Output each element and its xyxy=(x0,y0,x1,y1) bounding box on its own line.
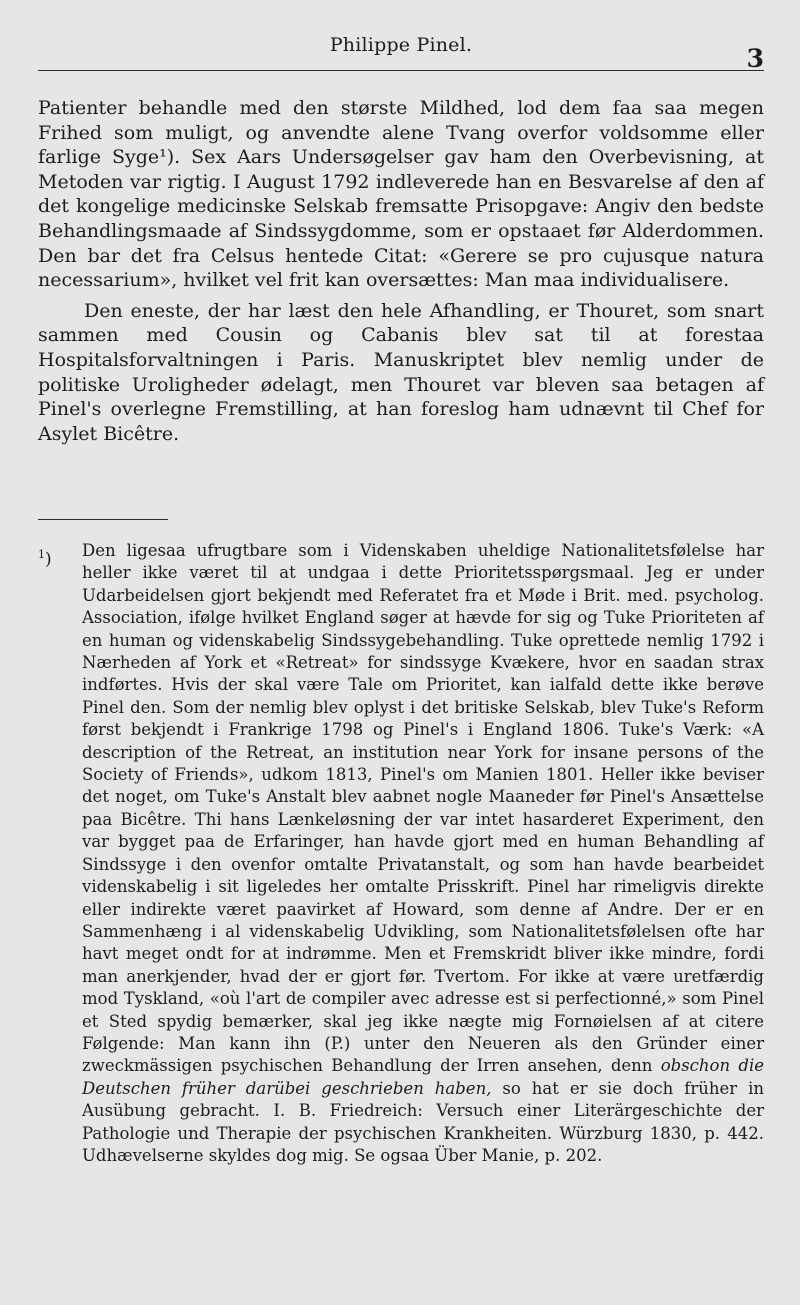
running-head: Philippe Pinel. xyxy=(329,34,473,56)
footnote-text-italic: obschon die Deutschen früher darübei geschrieben haben, xyxy=(82,1056,764,1098)
page-header xyxy=(38,34,764,73)
footnote-text xyxy=(82,540,764,1167)
footnote xyxy=(38,540,764,1167)
footnote-text-main: Den ligesaa ufrugtbare som i Videnskaben uheldige Nationalitetsfølelse har heller ikke været til at undgaa i dette Prioritetsspørgsmaal. Jeg er under Udarbeidelsen gjort bekjendt med Referatet fra et Møde i Brit. med. psycholog. Association, ifølge hvilket England søger at hævde for sig og Tuke Prioriteten af en human og videnskabelig Sindssygebehandling. Tuke oprettede nemlig 1792 i Nærheden af York et «Retreat» for sindssyge Kvækere, hvor en saadan strax indførtes. Hvis der skal være Tale om Prioritet, kan ialfald dette ikke berøve Pinel den. Som der nemlig blev oplyst i det britiske Selskab, blev Tuke's Reform først bekjendt i Frankrige 1798 og Pinel's i England 1806. Tuke's Værk: «A description of the Retreat, an institution near York for insane persons of the Society of Friends», udkom 1813, Pinel's om Manien 1801. Heller ikke beviser det noget, om Tuke's Anstalt blev aabnet nogle Maaneder før Pinel's Ansættelse paa Bicêtre. Thi hans Lænkeløsning der var intet hasarderet Experiment, den var bygget paa de Erfaringer, han havde gjort med en human Behandling af Sindssyge i den ovenfor omtalte Privatanstalt, og som han havde bearbeidet videnskabelig i sit ligeledes her omtalte Prisskrift. Pinel har rimeligvis direkte eller indirekte været paavirket af Howard, som denne af Andre. Der er en Sammenhæng i al videnskabelig Udvikling, som Nationalitetsfølelsen ofte har havt meget ondt for at indrømme. Men et Fremskridt bliver ikke mindre, fordi man anerkjender, hvad der er gjort før. Tvertom. For ikke at være uretfærdig mod Tyskland, «où l'art de compiler avec adresse est si perfectionné,» som Pinel et Sted spydig bemærker, skal jeg ikke nægte mig Fornøielsen af at citere Følgende: Man kann ihn (P.) unter den Neueren als den Gründer einer zweckmässigen psychischen Behandlung der Irren ansehen, denn xyxy=(82,541,764,1076)
page-number: 3 xyxy=(746,44,764,73)
footnote-rule xyxy=(38,519,168,520)
footnote-text-end: so hat er sie doch früher in Ausübung gebracht. I. B. Friedreich: Versuch einer Literärgeschichte der Pathologie und Therapie der psychischen Krankheiten. Würzburg 1830, p. 442. Udhævelserne skyldes dog mig. Se ogsaa Über Manie, p. 202. xyxy=(82,1078,765,1165)
main-text xyxy=(38,96,764,446)
paragraph-1: Patienter behandle med den største Mildhed, lod dem faa saa megen Frihed som muligt, og anvendte alene Tvang overfor voldsomme eller farlige Syge¹). Sex Aars Undersøgelser gav ham den Overbevisning, at Metoden var rigtig. I August 1792 indleverede han en Besvarelse af den af det kongelige medicinske Selskab fremsatte Prisopgave: Angiv den bedste Behandlingsmaade af Sindssygdomme, som er opstaaet før Alderdommen. Den bar det fra Celsus hentede Citat: «Gerere se pro cujusque natura necessarium», hvilket vel frit kan oversættes: Man maa individualisere. xyxy=(38,97,764,292)
footnote-marker: $^1$) xyxy=(38,548,52,570)
paragraph-2: Den eneste, der har læst den hele Afhandling, er Thouret, som snart sammen med Cousin og Cabanis blev sat til at forestaa Hospitalsforvaltningen i Paris. Manuskriptet blev nemlig under de politiske Uroligheder ødelagt, men Thouret var bleven saa betagen af Pinel's overlegne Fremstilling, at han foreslog ham udnævnt til Chef for Asylet Bicêtre. xyxy=(38,299,764,445)
header-rule xyxy=(38,70,764,71)
